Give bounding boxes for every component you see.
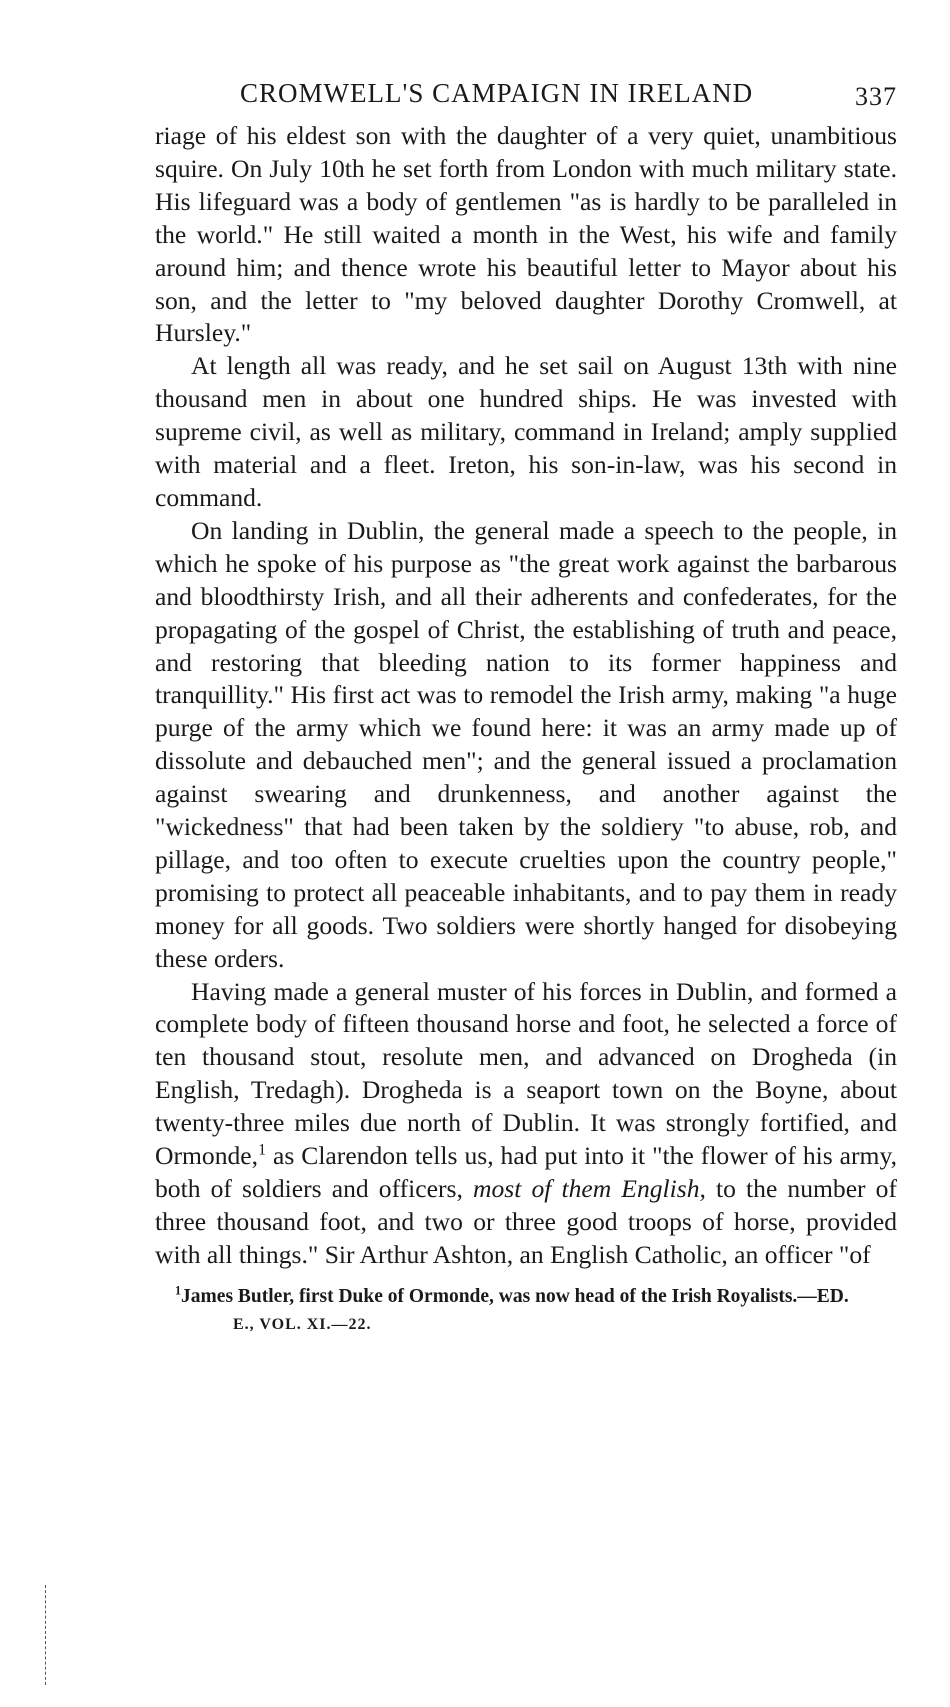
page-number: 337	[855, 82, 897, 111]
body-text	[155, 120, 897, 1272]
footnote-reference: 1	[258, 1141, 266, 1159]
book-page	[155, 70, 897, 1334]
paragraph	[155, 976, 897, 1272]
paragraph: riage of his eldest son with the daughter of a very quiet, unambitious squire. On July 10th he set forth from London with much military state. His lifeguard was a body of gentlemen "as is hardly to be paralleled in the world." He still waited a month in the West, his wife and family around him; and thence wrote his beautiful letter to Mayor about his son, and the letter to "my beloved daughter Dorothy Cromwell, at Hursley."	[155, 121, 897, 348]
italic-emphasis: most of them English,	[473, 1174, 706, 1203]
paragraph-text: Having made a general muster of his forces in Dublin, and formed a complete body of fifteen thousand horse and foot, he selected a force of ten thousand stout, resolute men, and advanced on Drogheda (in English, Tredagh). Drogheda is a seaport town on the Boyne, about twenty-three miles due north of Dublin. It was strongly fortified, and Ormonde,	[155, 976, 897, 1171]
footnotes	[155, 1284, 897, 1310]
paragraph: At length all was ready, and he set sail on August 13th with nine thousand men in about one hundred ships. He was invested with supreme civil, as well as military, command in Ireland; amply supplied with material and a fleet. Ireton, his son-in-law, was his second in command.	[155, 351, 897, 512]
footnote-text: James Butler, first Duke of Ormonde, was now head of the Irish Royalists.—ED.	[181, 1285, 849, 1307]
footnote-marker: 1	[175, 1283, 182, 1298]
paragraph: On landing in Dublin, the general made a speech to the people, in which he spoke of his purpose as "the great work against the barbarous and bloodthirsty Irish, and all their adherents and confederates, for the propagating of the gospel of Christ, the establishing of truth and peace, and restoring that bleeding nation to its former happiness and tranquillity." His first act was to remodel the Irish army, making "a huge purge of the army which we found here: it was an army made up of dissolute and debauched men"; and the general issued a proclamation against swearing and drunkenness, and another against the "wickedness" that had been taken by the soldiery "to abuse, rob, and pillage, and too often to execute cruelties upon the country people," promising to protect all peaceable inhabitants, and to pay them in ready money for all goods. Two soldiers were shortly hanged for disobeying these orders.	[155, 515, 897, 973]
scan-margin-mark	[45, 1585, 46, 1685]
signature-mark: E., VOL. XI.—22.	[233, 1315, 372, 1333]
paragraph-text: as Clarendon tells us, had put into it "the flower of his army, both of soldiers and officers,	[155, 1141, 897, 1203]
running-title: CROMWELL'S CAMPAIGN IN IRELAND	[240, 78, 754, 108]
paragraph-text: to the number of three thousand foot, and two or three good troops of horse, provided with all things." Sir Arthur Ashton, an English Catholic, an officer "of	[155, 1174, 897, 1269]
footnote	[155, 1284, 897, 1310]
running-head	[155, 70, 897, 120]
